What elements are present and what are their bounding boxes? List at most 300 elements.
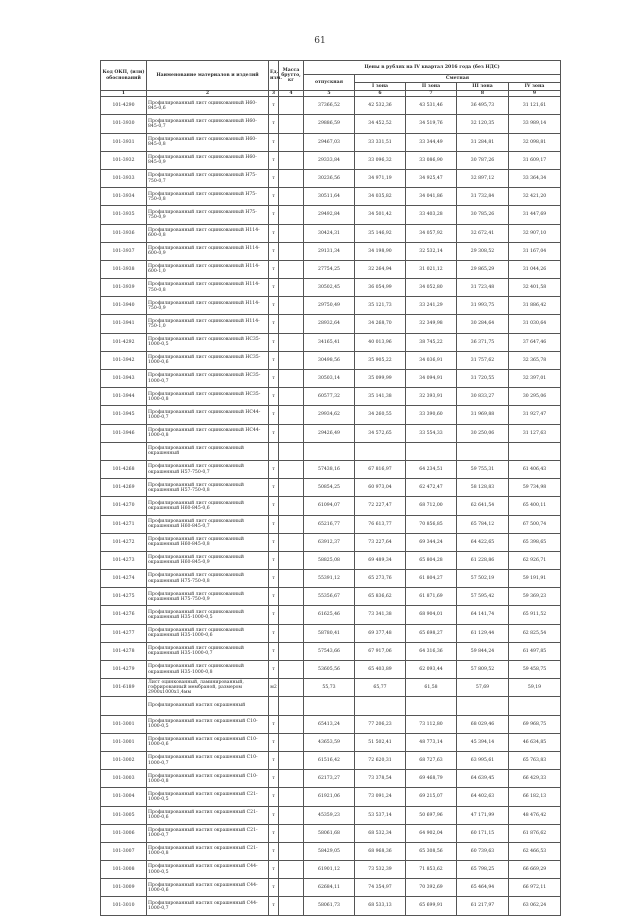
cell-mass — [279, 169, 304, 187]
cell-zone-3: 60 171,15 — [457, 824, 509, 842]
cell-unit: т — [269, 661, 279, 679]
cell-name: Профилированный лист оцинкованный окрашенный Н75-750-0,8 — [147, 570, 269, 588]
cell-zone-2: 38 745,22 — [406, 333, 457, 351]
cell-zone-3: 68 029,46 — [457, 715, 509, 733]
cell-mass — [279, 788, 304, 806]
cell-mass — [279, 715, 304, 733]
cell-code: 101-3945 — [101, 406, 147, 424]
cell-base-price: 28932,64 — [304, 315, 355, 333]
cell-base-price: 45359,23 — [304, 806, 355, 824]
cell-zone-4: 63 062,24 — [509, 897, 561, 915]
cell-zone-2: 34 041,86 — [406, 188, 457, 206]
cell-code: 101-4269 — [101, 479, 147, 497]
cell-name: Профилированный настил окрашенный С10-1000-0,7 — [147, 751, 269, 769]
cell-zone-4: 61 876,62 — [509, 824, 561, 842]
cell-base-price: 29131,34 — [304, 242, 355, 260]
cell-code: 101-3941 — [101, 315, 147, 333]
cell-zone-1: 34 572,65 — [355, 424, 406, 442]
cell-zone-3: 29 865,29 — [457, 260, 509, 278]
cell-mass — [279, 842, 304, 860]
table-row — [101, 624, 561, 642]
cell-zone-2: 68 727,63 — [406, 751, 457, 769]
cell-zone-3: 31 993,75 — [457, 297, 509, 315]
cell-zone-4: 65 398,65 — [509, 533, 561, 551]
cell-name: Профилированный настил окрашенный С44-1000-0,6 — [147, 879, 269, 897]
cell-mass — [279, 751, 304, 769]
table-row — [101, 297, 561, 315]
cell-base-price: 30511,64 — [304, 188, 355, 206]
cell-zone-3: 65 464,94 — [457, 879, 509, 897]
cell-base-price: 29426,49 — [304, 424, 355, 442]
cell-zone-3: 59 755,31 — [457, 460, 509, 478]
cell-base-price: 61901,12 — [304, 861, 355, 879]
cell-zone-2: 32 393,91 — [406, 388, 457, 406]
cell-unit: т — [269, 333, 279, 351]
cell-zone-2: 33 344,49 — [406, 133, 457, 151]
cell-code: 101-4276 — [101, 606, 147, 624]
cell-zone-2: 70 392,69 — [406, 879, 457, 897]
cell-zone-4: 31 609,17 — [509, 151, 561, 169]
cell-mass — [279, 351, 304, 369]
cell-zone-3: 30 787,26 — [457, 151, 509, 169]
table-row — [101, 242, 561, 260]
cell-mass — [279, 151, 304, 169]
cell-base-price: 57438,16 — [304, 460, 355, 478]
cell-zone-1: 35 905,22 — [355, 351, 406, 369]
cell-zone-2: 32 532,14 — [406, 242, 457, 260]
cell-unit: т — [269, 606, 279, 624]
cell-zone-4: 33 989,14 — [509, 115, 561, 133]
table-row — [101, 115, 561, 133]
cell-zone-4: 65 400,11 — [509, 497, 561, 515]
cell-zone-3: 29 308,52 — [457, 242, 509, 260]
cell-zone-1: 34 452,52 — [355, 115, 406, 133]
cell-zone-3: 31 757,62 — [457, 351, 509, 369]
cell-unit: т — [269, 588, 279, 606]
cell-code: 101-3946 — [101, 424, 147, 442]
cell-zone-2: 68 904,01 — [406, 606, 457, 624]
cell-code: 101-4290 — [101, 97, 147, 115]
cell-mass — [279, 115, 304, 133]
cell-zone-4: 32 397,01 — [509, 370, 561, 388]
cell-zone-4: 32 907,10 — [509, 224, 561, 242]
cell-code: 101-3942 — [101, 351, 147, 369]
cell-zone-4: 31 127,63 — [509, 424, 561, 442]
cell-base-price: 63912,37 — [304, 533, 355, 551]
cell-mass — [279, 606, 304, 624]
cell-unit: т — [269, 151, 279, 169]
cell-zone-2: 65 308,56 — [406, 842, 457, 860]
cell-unit: т — [269, 206, 279, 224]
cell-zone-4: 31 121,61 — [509, 97, 561, 115]
cell-base-price: 61094,07 — [304, 497, 355, 515]
cell-zone-2: 48 773,14 — [406, 733, 457, 751]
cell-code: 101-4273 — [101, 551, 147, 569]
cell-unit: т — [269, 733, 279, 751]
cell-unit — [269, 697, 279, 715]
table-row — [101, 842, 561, 860]
cell-zone-1: 68 968,36 — [355, 842, 406, 860]
cell-mass — [279, 551, 304, 569]
cell-name: Профилированный лист оцинкованный окрашенный Н35-1000-0,6 — [147, 624, 269, 642]
cell-unit: т — [269, 570, 279, 588]
cell-zone-2: 34 519,76 — [406, 115, 457, 133]
header-estimate: Сметная — [355, 75, 561, 83]
header-zone-2: II зона — [406, 83, 457, 91]
cell-zone-3 — [457, 442, 509, 460]
cell-zone-4: 66 429,33 — [509, 770, 561, 788]
cell-zone-4 — [509, 697, 561, 715]
cell-name: Профилированный лист оцинкованный окрашенный Н35-1000-0,8 — [147, 661, 269, 679]
cell-base-price: 65413,24 — [304, 715, 355, 733]
cell-name: Профилированный настил окрашенный С10-1000-0,8 — [147, 770, 269, 788]
cell-mass — [279, 533, 304, 551]
table-row — [101, 551, 561, 569]
cell-zone-3: 64 402,63 — [457, 788, 509, 806]
header-unit: Ед. изм. — [269, 61, 279, 91]
cell-zone-2: 50 697,96 — [406, 806, 457, 824]
cell-name: Профилированный лист оцинкованный Н75-750-0,8 — [147, 188, 269, 206]
cell-unit: т — [269, 897, 279, 915]
cell-zone-4 — [509, 442, 561, 460]
table-row — [101, 697, 561, 715]
cell-mass — [279, 279, 304, 297]
table-row — [101, 897, 561, 915]
table-row — [101, 497, 561, 515]
column-number: 9 — [509, 91, 561, 97]
cell-base-price: 29886,59 — [304, 115, 355, 133]
cell-base-price: 58061,73 — [304, 897, 355, 915]
cell-code: 101-3933 — [101, 169, 147, 187]
cell-zone-4: 62 825,54 — [509, 624, 561, 642]
cell-unit: т — [269, 351, 279, 369]
cell-unit: т — [269, 642, 279, 660]
cell-zone-3: 59 844,24 — [457, 642, 509, 660]
cell-unit: т — [269, 260, 279, 278]
cell-zone-1: 35 146,92 — [355, 224, 406, 242]
cell-unit: т — [269, 242, 279, 260]
cell-mass — [279, 406, 304, 424]
cell-zone-2: 69 344,24 — [406, 533, 457, 551]
cell-unit: т — [269, 806, 279, 824]
cell-zone-4: 46 634,85 — [509, 733, 561, 751]
cell-zone-3: 30 250,06 — [457, 424, 509, 442]
cell-code: 101-3930 — [101, 115, 147, 133]
cell-zone-4: 32 098,81 — [509, 133, 561, 151]
cell-base-price: 60577,32 — [304, 388, 355, 406]
cell-code: 101-6189 — [101, 679, 147, 697]
cell-code: 101-3936 — [101, 224, 147, 242]
cell-zone-4: 66 182,13 — [509, 788, 561, 806]
cell-unit: т — [269, 751, 279, 769]
cell-name: Профилированный лист оцинкованный Н114-750-0,9 — [147, 297, 269, 315]
table-row — [101, 260, 561, 278]
header-zone-4: IV зона — [509, 83, 561, 91]
cell-unit: т — [269, 297, 279, 315]
header-prices-title: Цены в рублях на IV квартал 2016 года (без НДС) — [304, 61, 561, 75]
cell-zone-1: 74 354,97 — [355, 879, 406, 897]
cell-zone-3: 31 723,48 — [457, 279, 509, 297]
cell-name: Профилированный лист оцинкованный Н75-750-0,9 — [147, 206, 269, 224]
cell-name: Профилированный лист оцинкованный Н60-845-0,7 — [147, 115, 269, 133]
cell-code: 101-3008 — [101, 861, 147, 879]
cell-unit: т — [269, 169, 279, 187]
table-row — [101, 606, 561, 624]
cell-unit: т — [269, 824, 279, 842]
cell-name: Профилированный настил окрашенный С10-1000-0,6 — [147, 733, 269, 751]
cell-zone-2: 69 215,07 — [406, 788, 457, 806]
cell-zone-3: 36 371,75 — [457, 333, 509, 351]
column-number: 2 — [147, 91, 269, 97]
cell-zone-1: 51 502,41 — [355, 733, 406, 751]
cell-unit: т — [269, 624, 279, 642]
cell-mass — [279, 624, 304, 642]
cell-code: 101-4271 — [101, 515, 147, 533]
cell-zone-1: 68 533,13 — [355, 897, 406, 915]
cell-zone-2: 61 804,27 — [406, 570, 457, 588]
cell-zone-4: 66 669,29 — [509, 861, 561, 879]
cell-mass — [279, 370, 304, 388]
cell-zone-3: 31 284,81 — [457, 133, 509, 151]
cell-code: 101-4270 — [101, 497, 147, 515]
table-row — [101, 97, 561, 115]
cell-zone-1: 34 260,55 — [355, 406, 406, 424]
cell-mass — [279, 479, 304, 497]
cell-mass — [279, 497, 304, 515]
cell-code: 101-4278 — [101, 642, 147, 660]
cell-zone-4: 65 911,52 — [509, 606, 561, 624]
cell-zone-3: 57 502,19 — [457, 570, 509, 588]
cell-zone-2: 34 094,91 — [406, 370, 457, 388]
table-row — [101, 351, 561, 369]
cell-code: 101-4274 — [101, 570, 147, 588]
cell-zone-1: 73 532,39 — [355, 861, 406, 879]
table-row — [101, 588, 561, 606]
cell-zone-1: 35 099,99 — [355, 370, 406, 388]
cell-zone-4: 62 926,71 — [509, 551, 561, 569]
cell-zone-3: 61 129,44 — [457, 624, 509, 642]
column-number: 7 — [406, 91, 457, 97]
cell-code: 101-3931 — [101, 133, 147, 151]
cell-unit: т — [269, 515, 279, 533]
header-zone-3: III зона — [457, 83, 509, 91]
cell-zone-3: 65 784,12 — [457, 515, 509, 533]
cell-unit: т — [269, 497, 279, 515]
cell-code: 101-3001 — [101, 733, 147, 751]
cell-zone-2: 32 349,98 — [406, 315, 457, 333]
cell-zone-4: 31 167,04 — [509, 242, 561, 260]
cell-zone-1: 65 836,62 — [355, 588, 406, 606]
cell-zone-2: 43 531,46 — [406, 97, 457, 115]
cell-zone-2: 33 403,28 — [406, 206, 457, 224]
cell-zone-2: 71 853,62 — [406, 861, 457, 879]
cell-base-price: 30424,31 — [304, 224, 355, 242]
cell-zone-3: 62 641,54 — [457, 497, 509, 515]
table-row — [101, 861, 561, 879]
cell-code: 101-3937 — [101, 242, 147, 260]
cell-base-price: 34165,41 — [304, 333, 355, 351]
cell-mass — [279, 879, 304, 897]
cell-base-price: 29934,62 — [304, 406, 355, 424]
cell-zone-2: 64 234,51 — [406, 460, 457, 478]
cell-zone-3: 64 422,65 — [457, 533, 509, 551]
cell-zone-3: 31 732,84 — [457, 188, 509, 206]
cell-unit: м2 — [269, 679, 279, 697]
cell-base-price: 57543,66 — [304, 642, 355, 660]
cell-zone-2: 69 468,79 — [406, 770, 457, 788]
cell-mass — [279, 315, 304, 333]
cell-zone-1: 73 341,38 — [355, 606, 406, 624]
cell-zone-3: 32 672,41 — [457, 224, 509, 242]
cell-zone-3: 32 120,35 — [457, 115, 509, 133]
cell-zone-1: 67 917,06 — [355, 642, 406, 660]
cell-name: Профилированный настил окрашенный С44-1000-0,5 — [147, 861, 269, 879]
table-row — [101, 642, 561, 660]
cell-code: 101-3004 — [101, 788, 147, 806]
table-row — [101, 824, 561, 842]
column-number: 6 — [355, 91, 406, 97]
cell-code: 101-3938 — [101, 260, 147, 278]
cell-base-price: 53605,56 — [304, 661, 355, 679]
cell-zone-3: 45 394,14 — [457, 733, 509, 751]
table-row — [101, 533, 561, 551]
cell-unit: т — [269, 861, 279, 879]
cell-name: Профилированный лист оцинкованный Н75-750-0,7 — [147, 169, 269, 187]
cell-zone-4: 69 968,75 — [509, 715, 561, 733]
cell-code: 101-3940 — [101, 297, 147, 315]
cell-base-price: 55391,12 — [304, 570, 355, 588]
cell-mass — [279, 206, 304, 224]
column-number: 4 — [279, 91, 304, 97]
cell-mass — [279, 861, 304, 879]
cell-name: Профилированный настил окрашенный С21-1000-0,8 — [147, 842, 269, 860]
cell-zone-1: 60 973,04 — [355, 479, 406, 497]
cell-unit: т — [269, 370, 279, 388]
cell-mass — [279, 333, 304, 351]
cell-zone-3: 61 217,97 — [457, 897, 509, 915]
cell-zone-3: 64 141,74 — [457, 606, 509, 624]
cell-name: Профилированный настил окрашенный С21-1000-0,6 — [147, 806, 269, 824]
page-number: 61 — [314, 36, 326, 46]
cell-mass — [279, 570, 304, 588]
column-number: 8 — [457, 91, 509, 97]
cell-zone-4: 32 365,78 — [509, 351, 561, 369]
cell-zone-1: 34 971,19 — [355, 169, 406, 187]
cell-unit: т — [269, 97, 279, 115]
cell-zone-3: 65 798,25 — [457, 861, 509, 879]
cell-code: 101-4279 — [101, 661, 147, 679]
cell-unit: т — [269, 460, 279, 478]
cell-zone-4: 67 500,74 — [509, 515, 561, 533]
cell-mass — [279, 188, 304, 206]
cell-name: Профилированный лист оцинкованный Н60-845-0,9 — [147, 151, 269, 169]
cell-unit: т — [269, 842, 279, 860]
cell-code: 101-4272 — [101, 533, 147, 551]
cell-zone-1: 32 264,94 — [355, 260, 406, 278]
cell-zone-2: 64 316,36 — [406, 642, 457, 660]
table-row — [101, 315, 561, 333]
column-number: 3 — [269, 91, 279, 97]
cell-code: 101-3006 — [101, 824, 147, 842]
cell-zone-1 — [355, 697, 406, 715]
cell-name: Профилированный лист оцинкованный Н114-600-0,9 — [147, 242, 269, 260]
cell-zone-2: 33 086,90 — [406, 151, 457, 169]
cell-zone-2: 34 057,92 — [406, 224, 457, 242]
cell-zone-1: 76 613,77 — [355, 515, 406, 533]
cell-zone-4: 31 044,26 — [509, 260, 561, 278]
cell-zone-1: 65 403,89 — [355, 661, 406, 679]
cell-zone-1: 34 198,90 — [355, 242, 406, 260]
cell-base-price: 27754,25 — [304, 260, 355, 278]
header-name: Наименование материалов и изделий — [147, 61, 269, 91]
cell-zone-1: 53 537,14 — [355, 806, 406, 824]
cell-mass — [279, 642, 304, 660]
table-row — [101, 206, 561, 224]
cell-zone-3: 57 809,52 — [457, 661, 509, 679]
table-row — [101, 806, 561, 824]
cell-zone-1: 34 501,42 — [355, 206, 406, 224]
cell-zone-2 — [406, 442, 457, 460]
cell-zone-4: 31 927,47 — [509, 406, 561, 424]
cell-zone-3: 36 495,73 — [457, 97, 509, 115]
cell-mass — [279, 679, 304, 697]
cell-zone-1: 73 091,24 — [355, 788, 406, 806]
cell-zone-2: 64 902,04 — [406, 824, 457, 842]
cell-zone-2: 65 698,27 — [406, 624, 457, 642]
cell-zone-2: 34 925,47 — [406, 169, 457, 187]
cell-zone-4: 32 401,58 — [509, 279, 561, 297]
cell-unit: т — [269, 279, 279, 297]
cell-zone-3: 63 995,61 — [457, 751, 509, 769]
cell-code — [101, 442, 147, 460]
cell-zone-4: 62 466,53 — [509, 842, 561, 860]
cell-unit: т — [269, 224, 279, 242]
cell-code: 101-3009 — [101, 879, 147, 897]
cell-mass — [279, 824, 304, 842]
cell-name: Профилированный лист оцинкованный окрашенный Н57-750-0,8 — [147, 479, 269, 497]
cell-base-price: 58061,68 — [304, 824, 355, 842]
cell-code: 101-3939 — [101, 279, 147, 297]
cell-name: Профилированный лист оцинкованный Н60-845-0,8 — [147, 133, 269, 151]
table-row — [101, 406, 561, 424]
cell-code: 101-3944 — [101, 388, 147, 406]
table-row — [101, 479, 561, 497]
cell-zone-1: 69 489,34 — [355, 551, 406, 569]
cell-zone-4: 32 421,20 — [509, 188, 561, 206]
table-row — [101, 715, 561, 733]
cell-zone-3: 58 128,83 — [457, 479, 509, 497]
cell-mass — [279, 133, 304, 151]
cell-zone-2: 65 699,91 — [406, 897, 457, 915]
cell-unit: т — [269, 133, 279, 151]
cell-base-price: 61516,42 — [304, 751, 355, 769]
cell-zone-2: 62 093,44 — [406, 661, 457, 679]
cell-zone-1: 40 013,96 — [355, 333, 406, 351]
cell-zone-3: 30 785,26 — [457, 206, 509, 224]
cell-mass — [279, 733, 304, 751]
cell-unit: т — [269, 770, 279, 788]
cell-mass — [279, 806, 304, 824]
cell-name: Профилированный лист оцинкованный НС44-1000-0,7 — [147, 406, 269, 424]
cell-unit: т — [269, 188, 279, 206]
table-row — [101, 442, 561, 460]
cell-zone-2: 62 472,47 — [406, 479, 457, 497]
cell-zone-1 — [355, 442, 406, 460]
cell-mass — [279, 224, 304, 242]
cell-mass — [279, 242, 304, 260]
cell-zone-2: 33 241,29 — [406, 297, 457, 315]
cell-name: Профилированный настил окрашенный С21-1000-0,7 — [147, 824, 269, 842]
